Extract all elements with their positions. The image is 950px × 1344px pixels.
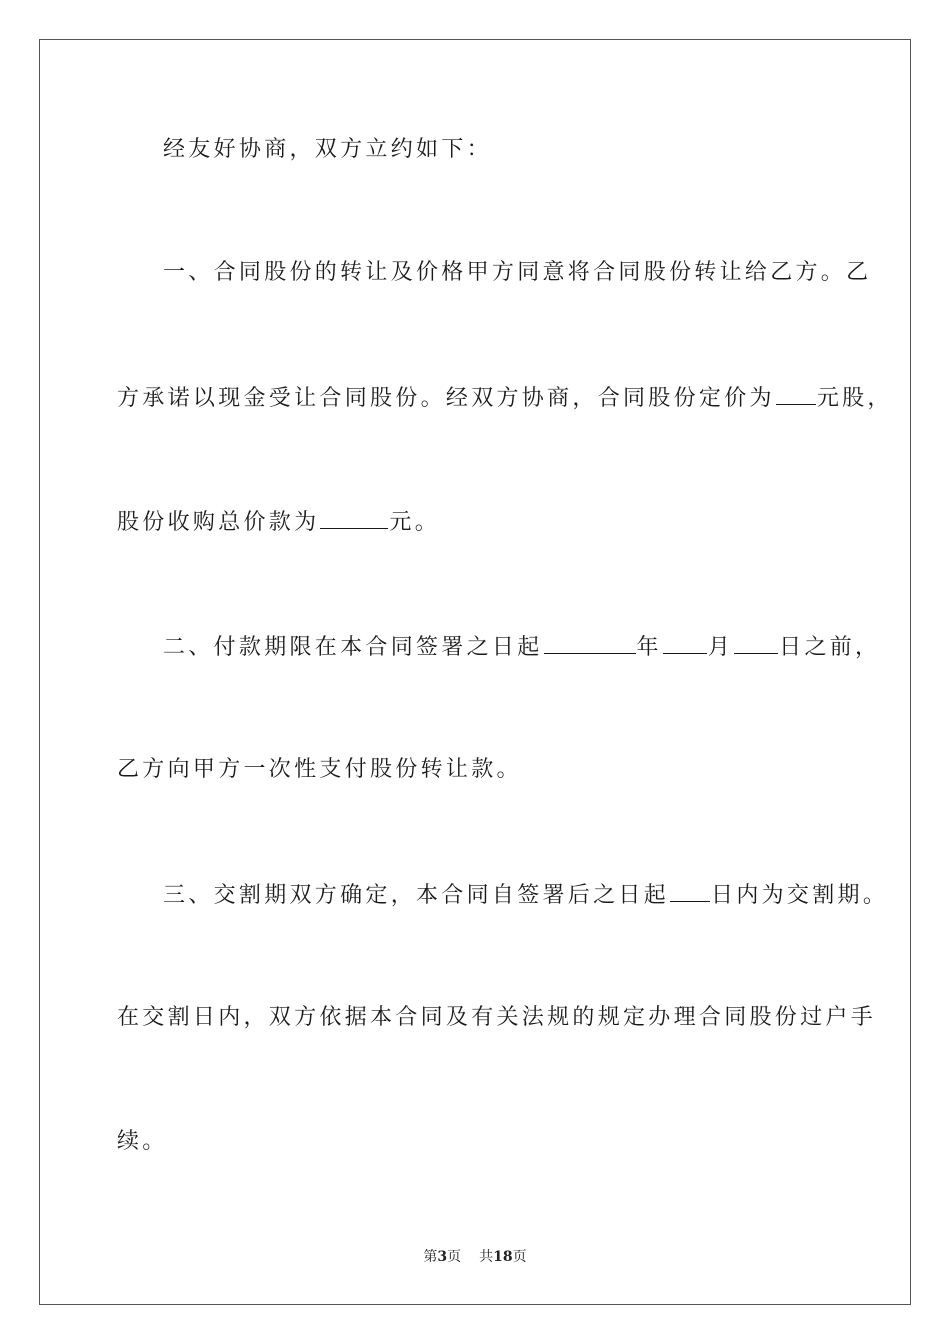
text-segment: 股份收购总价款为 (117, 510, 320, 535)
text-segment: 元。 (389, 510, 441, 535)
text-segment: 乙方向甲方一次性支付股份转让款。 (117, 757, 522, 782)
clause-3-line-1 (163, 879, 888, 911)
page-suffix: 页 (447, 1249, 462, 1265)
paragraph-intro (163, 135, 492, 165)
clause-1-line-2 (117, 382, 893, 414)
text-segment: 年 (636, 635, 662, 660)
total-suffix: 页 (512, 1249, 527, 1265)
text-segment: 二、付款期限在本合同签署之日起 (163, 635, 543, 660)
text-segment: 方承诺以现金受让合同股份。经双方协商，合同股份定价为 (117, 386, 775, 411)
text-segment: 日内为交割期。 (711, 883, 889, 908)
text-segment: 元股， (816, 386, 893, 411)
page-footer (0, 1246, 950, 1266)
fill-blank (734, 631, 778, 654)
total-page-number: 18 (493, 1249, 513, 1265)
fill-blank (544, 631, 636, 654)
text-segment: 经友好协商，双方立约如下： (163, 137, 492, 162)
text-segment: 一、合同股份的转让及价格甲方同意将合同股份转让给乙方。乙 (163, 260, 872, 285)
clause-1-line-1 (163, 258, 871, 288)
fill-blank (776, 382, 816, 405)
total-prefix: 共 (479, 1249, 494, 1265)
text-segment: 在交割日内，双方依据本合同及有关法规的规定办理合同股份过户手 (117, 1005, 877, 1030)
fill-blank (320, 506, 388, 529)
clause-2-line-2 (117, 755, 522, 785)
text-segment: 续。 (117, 1129, 168, 1154)
text-segment: 月 (707, 635, 734, 660)
text-segment: 日之前， (779, 635, 881, 660)
clause-3-line-2 (117, 1003, 876, 1033)
fill-blank (670, 879, 710, 902)
clause-1-line-3 (117, 506, 440, 538)
current-page-number: 3 (437, 1249, 448, 1265)
fill-blank (663, 631, 707, 654)
text-segment: 三、交割期双方确定，本合同自签署后之日起 (163, 883, 670, 908)
page-prefix: 第 (423, 1249, 438, 1265)
clause-2-line-1 (163, 631, 880, 663)
page-border (39, 39, 911, 1305)
clause-3-line-3 (117, 1127, 168, 1157)
